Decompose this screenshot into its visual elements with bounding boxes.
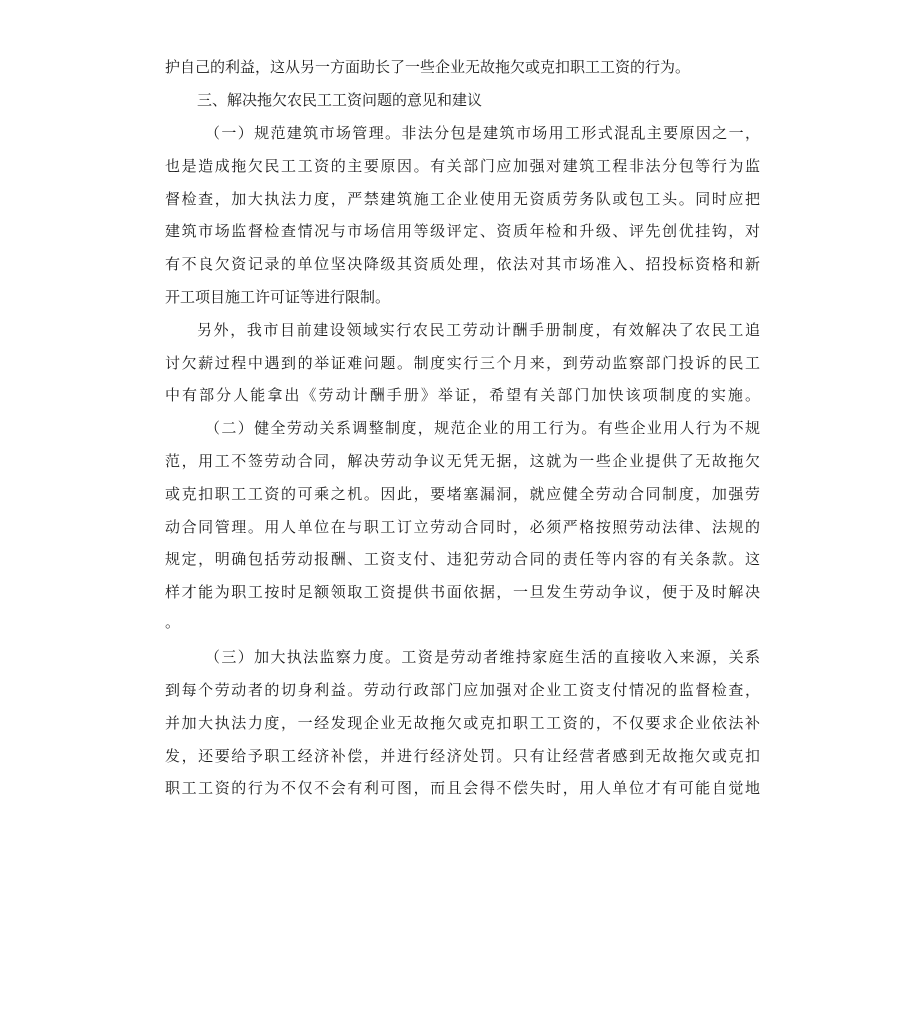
text-line: 职工工资的行为不仅不会有利可图，而且会得不偿失时，用人单位才有可能自觉地	[165, 779, 760, 797]
text-line: 样才能为职工按时足额领取工资提供书面依据，一旦发生劳动争议，便于及时解决	[165, 583, 760, 601]
text-line: 开工项目施工许可证等进行限制。	[165, 288, 391, 306]
text-line: （三）加大执法监察力度。工资是劳动者维持家庭生活的直接收入来源，关系	[205, 648, 760, 666]
section-heading: 三、解决拖欠农民工工资问题的意见和建议	[197, 91, 483, 109]
text-line: 规定，明确包括劳动报酬、工资支付、违犯劳动合同的责任等内容的有关条款。这	[165, 550, 760, 568]
text-line: 并加大执法力度，一经发现企业无故拖欠或克扣职工工资的，不仅要求企业依法补	[165, 714, 760, 732]
text-line: 也是造成拖欠民工工资的主要原因。有关部门应加强对建筑工程非法分包等行为监	[165, 157, 760, 175]
text-line: 讨欠薪过程中遇到的举证难问题。制度实行三个月来，到劳动监察部门投诉的民工	[165, 354, 760, 372]
text-line: 护自己的利益，这从另一方面助长了一些企业无故拖欠或克扣职工工资的行为。	[165, 58, 691, 76]
text-line: 动合同管理。用人单位在与职工订立劳动合同时，必须严格按照劳动法律、法规的	[165, 518, 760, 536]
text-line: 督检查，加大执法力度，严禁建筑施工企业使用无资质劳务队或包工头。同时应把	[165, 190, 760, 208]
text-line: 有不良欠资记录的单位坚决降级其资质处理，依法对其市场准入、招投标资格和新	[165, 255, 760, 273]
text-line: 发，还要给予职工经济补偿，并进行经济处罚。只有让经营者感到无故拖欠或克扣	[165, 747, 760, 765]
text-line: （二）健全劳动关系调整制度，规范企业的用工行为。有些企业用人行为不规	[205, 419, 760, 437]
text-line: 。	[165, 613, 181, 631]
text-line: 或克扣职工工资的可乘之机。因此，要堵塞漏洞，就应健全劳动合同制度，加强劳	[165, 485, 760, 503]
text-line: 另外，我市目前建设领域实行农民工劳动计酬手册制度，有效解决了农民工追	[197, 321, 760, 339]
text-line: 到每个劳动者的切身利益。劳动行政部门应加强对企业工资支付情况的监督检查，	[165, 681, 760, 699]
text-line: 中有部分人能拿出《劳动计酬手册》举证，希望有关部门加快该项制度的实施。	[165, 386, 760, 404]
text-line: 范，用工不签劳动合同，解决劳动争议无凭无据，这就为一些企业提供了无故拖欠	[165, 452, 760, 470]
text-line: 建筑市场监督检查情况与市场信用等级评定、资质年检和升级、评先创优挂钩，对	[165, 222, 760, 240]
text-line: （一）规范建筑市场管理。非法分包是建筑市场用工形式混乱主要原因之一，	[205, 124, 760, 142]
